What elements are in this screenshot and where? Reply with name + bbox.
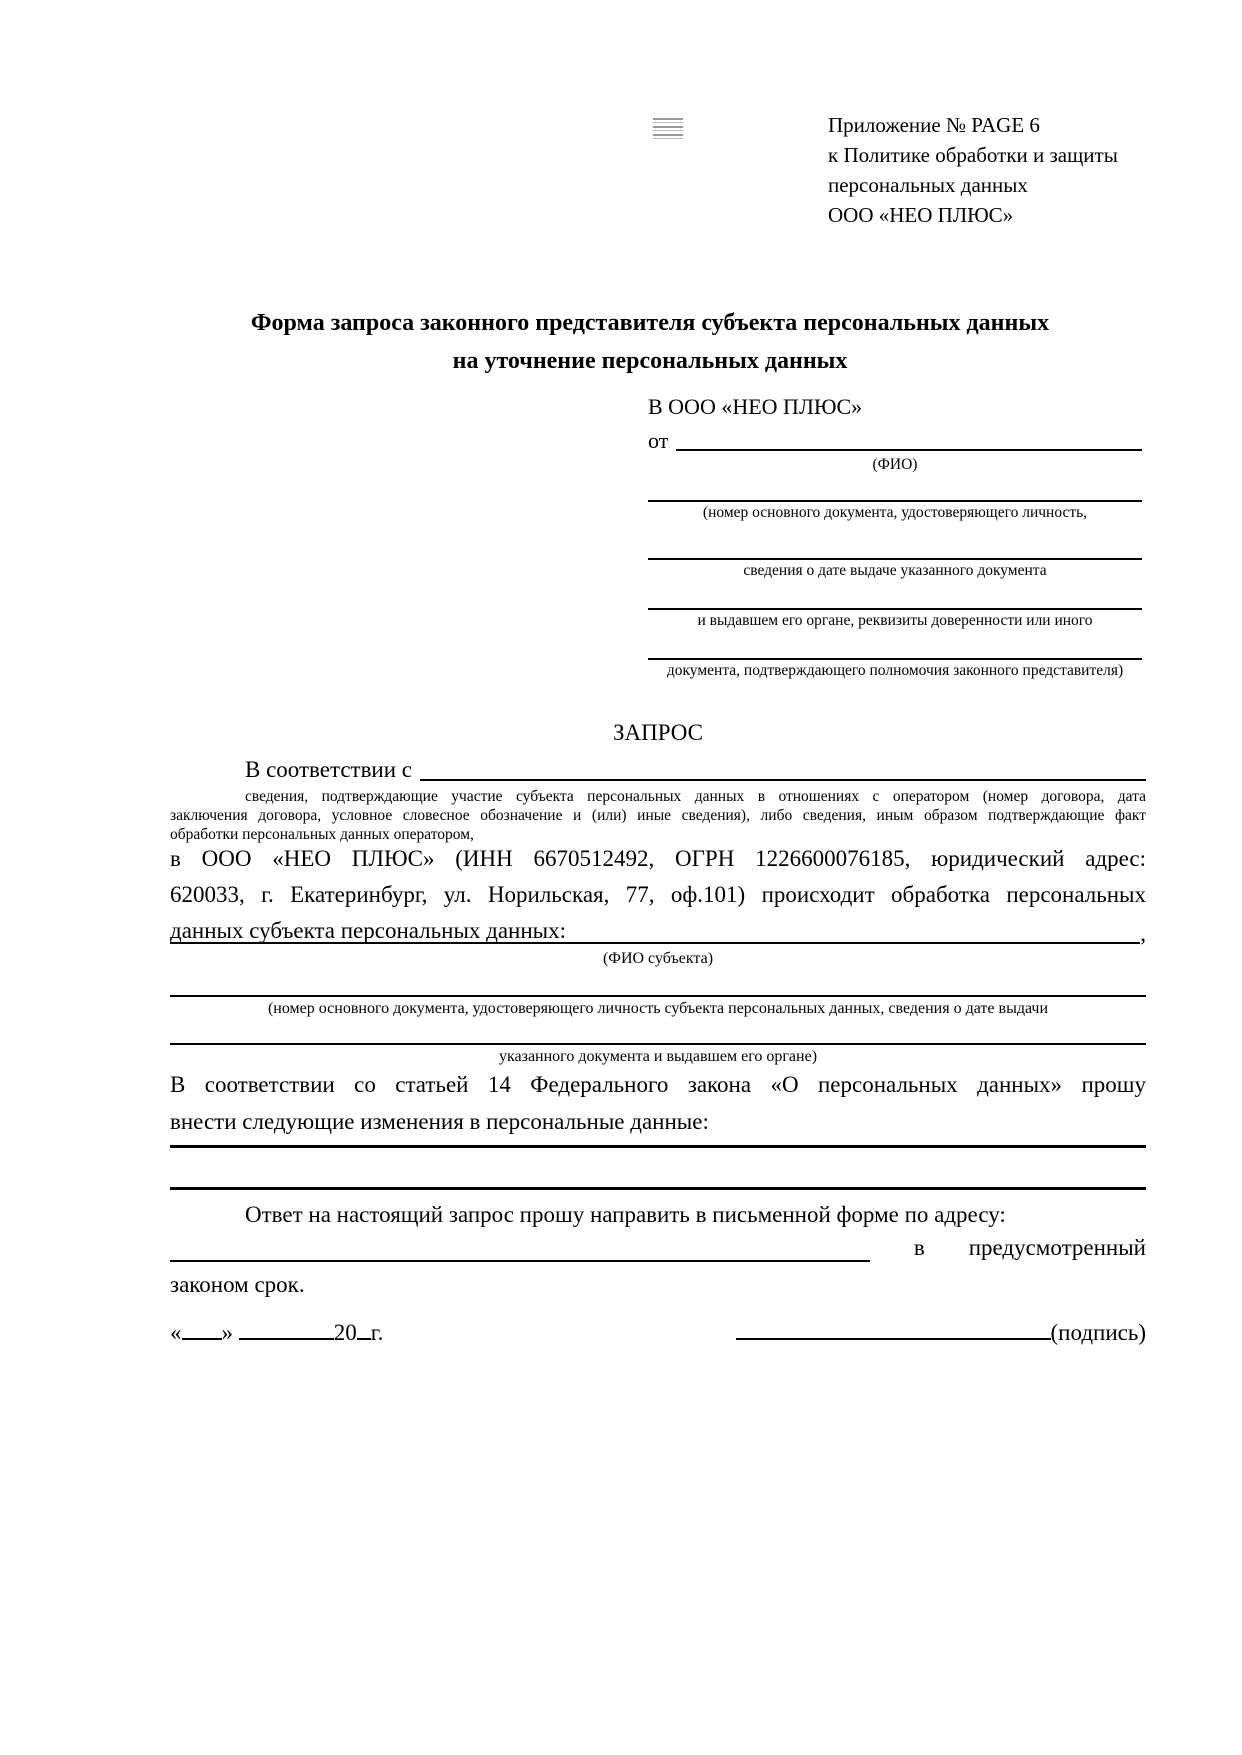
subject-fio-field xyxy=(170,918,1146,947)
subject-doc-blank-line-2 xyxy=(170,1016,1146,1045)
answer-intro-line: Ответ на настоящий запрос прошу направить в письменной форме по адресу: xyxy=(245,1202,1006,1227)
from-label: от xyxy=(648,428,669,453)
representative-doc-caption-4: документа, подтверждающего полномочия законного представителя) xyxy=(666,662,1124,679)
answer-address-blank-line xyxy=(170,1260,870,1262)
page-title xyxy=(150,304,1150,380)
changes-blank-line-2 xyxy=(170,1187,1146,1190)
answer-word-in: в xyxy=(913,1235,925,1260)
date-close-quote: » xyxy=(221,1320,233,1345)
representative-doc-blank-line-1 xyxy=(648,474,1142,502)
representative-doc-blank-line-4 xyxy=(648,630,1142,660)
appendix-header xyxy=(828,110,1168,230)
page-title-line-1: Форма запроса законного представителя субъекта персональных данных xyxy=(250,310,1050,336)
policy-line-2: персональных данных xyxy=(828,173,1028,197)
date-year-suffix: г. xyxy=(370,1320,384,1345)
operator-paragraph-line-1: в ООО «НЕО ПЛЮС» (ИНН 6670512492, ОГРН 1226600076185, юридический адрес: xyxy=(170,846,1146,871)
date-year-prefix: 20 xyxy=(333,1320,357,1345)
answer-address-field xyxy=(170,1233,1146,1266)
signature-blank-line xyxy=(736,1318,1051,1340)
accordance-field xyxy=(170,756,1146,784)
page-title-line-2: на уточнение персональных данных xyxy=(452,348,848,374)
appendix-number-line: Приложение № PAGE 6 xyxy=(828,113,1040,137)
organization-name: ООО «НЕО ПЛЮС» xyxy=(828,203,1014,227)
embedded-object-artifact xyxy=(653,118,683,142)
fine-print-note xyxy=(170,787,1146,844)
subject-doc-caption-2: указанного документа и выдавшем его органе) xyxy=(498,1048,818,1065)
answer-word-stipulated: предусмотренный xyxy=(968,1235,1146,1260)
representative-doc-blank-line-3 xyxy=(648,580,1142,610)
signature-footer xyxy=(170,1318,1146,1346)
subject-doc-caption-1: (номер основного документа, удостоверяющего личность субъекта персональных данных, сведения о дате выдачи xyxy=(267,1000,1049,1017)
representative-doc-caption-2: сведения о дате выдаче указанного документа xyxy=(743,562,1047,579)
addressee-to-line: В ООО «НЕО ПЛЮС» xyxy=(648,394,863,419)
addressee-block xyxy=(648,394,1142,680)
law-paragraph-line-1: В соответствии со статьей 14 Федерального закона «О персональных данных» прошу xyxy=(170,1072,1146,1097)
subject-fio-comma: , xyxy=(1140,921,1146,946)
subject-doc-blank-line-1 xyxy=(170,968,1146,997)
date-open-quote: « xyxy=(170,1320,182,1345)
date-day-blank xyxy=(182,1318,222,1340)
changes-blank-line-1 xyxy=(170,1145,1146,1148)
accordance-label: В соответствии с xyxy=(245,757,413,782)
representative-doc-caption-1: (номер основного документа, удостоверяющего личность, xyxy=(702,504,1088,521)
signature-caption: (подпись) xyxy=(1050,1320,1146,1345)
date-year-blank xyxy=(357,1318,371,1340)
operator-paragraph-line-2: 620033, г. Екатеринбург, ул. Норильская, 77, оф.101) происходит обработка персональных xyxy=(170,882,1146,907)
fio-caption: (ФИО) xyxy=(872,456,918,473)
law-paragraph-line-2: внести следующие изменения в персональные данные: xyxy=(170,1109,709,1134)
fine-print-line-1: сведения, подтверждающие участие субъекта персональных данных в отношениях с оператором (номер договора, дата xyxy=(245,788,1146,805)
representative-doc-caption-3: и выдавшем его органе, реквизиты доверенности или иного xyxy=(697,612,1093,629)
answer-tail-line: законом срок. xyxy=(170,1272,305,1297)
request-heading: ЗАПРОС xyxy=(612,720,704,745)
date-field xyxy=(170,1318,383,1346)
signature-field xyxy=(736,1318,1146,1346)
policy-line-1: к Политике обработки и защиты xyxy=(828,143,1118,167)
from-blank-line xyxy=(676,449,1142,451)
subject-fio-blank-line xyxy=(170,942,1140,944)
fine-print-line-2: заключения договора, условное словесное обозначение и (или) иные сведения), либо сведения, иным образом подтверждающие факт xyxy=(170,807,1146,824)
accordance-blank-line xyxy=(420,779,1146,781)
fine-print-line-3: обработки персональных данных оператором, xyxy=(170,826,474,843)
operator-paragraph-line-3: данных субъекта персональных данных: xyxy=(170,918,567,943)
date-month-blank xyxy=(239,1318,334,1340)
answer-paragraph xyxy=(170,1196,1146,1303)
subject-fio-caption: (ФИО субъекта) xyxy=(602,950,714,967)
from-field xyxy=(648,428,1142,454)
law-paragraph xyxy=(170,1066,1146,1140)
representative-doc-blank-line-2 xyxy=(648,522,1142,560)
